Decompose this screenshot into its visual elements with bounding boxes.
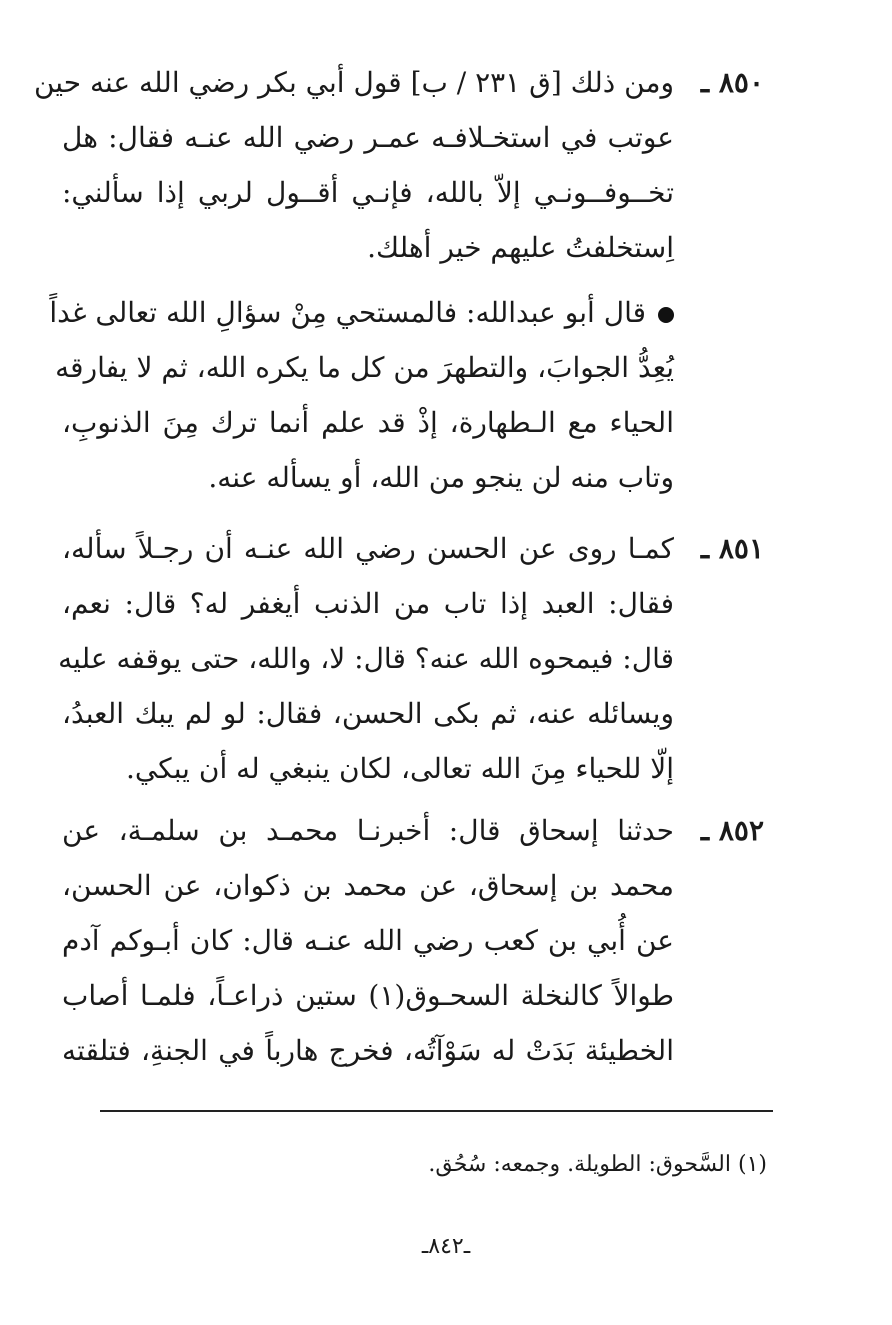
footnote: (١) السَّحوق: الطويلة. وجمعه: سُحُق. — [428, 1152, 767, 1177]
text-line: فقال: العبد إذا تاب من الذنب أيغفر له؟ قال: نعم، — [62, 587, 674, 620]
text-line: إلّا للحياء مِنَ الله تعالى، لكان ينبغي له أن يبكي. — [126, 752, 674, 785]
text-line: الخطيئة بَدَتْ له سَوْآتُه، فخرج هارباً في الجنةِ، فتلقته — [62, 1034, 674, 1067]
text-line: تخــوفــونـي إلاّ بالله، فإنـي أقــول لربي إذا سألني: — [62, 176, 674, 209]
entry-851-text — [58, 521, 674, 796]
text-line: ويسائله عنه، ثم بكى الحسن، فقال: لو لم يبك العبدُ، — [62, 697, 674, 730]
commentary-paragraph — [49, 285, 674, 505]
bullet-icon — [658, 307, 674, 323]
text-line — [49, 285, 674, 340]
entry-852-text — [62, 803, 674, 1078]
text-line: يُعِدُّ الجوابَ، والتطهرَ من كل ما يكره الله، ثم لا يفارقه — [55, 351, 674, 384]
text-line: عن أُبي بن كعب رضي الله عنـه قال: كان أبـوكم آدم — [62, 924, 674, 957]
entry-number: ٨٥٠ ـ — [700, 66, 764, 99]
text-line: وتاب منه لن ينجو من الله، أو يسأله عنه. — [208, 461, 674, 494]
text-line: قال: فيمحوه الله عنه؟ قال: لا، والله، حتى يوقفه عليه — [58, 642, 674, 675]
footnote-divider — [100, 1110, 773, 1112]
text-line: عوتب في استخـلافـه عمـر رضي الله عنـه فقال: هل — [62, 121, 674, 154]
entry-850-text — [33, 55, 674, 275]
text-line: الحياء مع الـطهارة، إذْ قد علم أنما ترك مِنَ الذنوبِ، — [62, 406, 674, 439]
text-line-content: قال أبو عبدالله: فالمستحي مِنْ سؤالِ الله تعالى غداً — [49, 296, 646, 329]
text-line: محمد بن إسحاق، عن محمد بن ذكوان، عن الحسن، — [62, 869, 674, 902]
text-line: ومن ذلك [ق ٢٣١ / ب] قول أبي بكر رضي الله عنه حين — [33, 66, 674, 99]
text-line: حدثنا إسحاق قال: أخبرنـا محمـد بن سلمـة، عن — [62, 814, 674, 847]
text-line: طوالاً كالنخلة السحـوق(١) ستين ذراعـاً، فلمـا أصاب — [62, 979, 674, 1012]
text-line: اِستخلفتُ عليهم خير أهلك. — [367, 231, 674, 264]
text-line: كمـا روى عن الحسن رضي الله عنـه أن رجـلاً سأله، — [62, 532, 674, 565]
entry-number: ٨٥١ ـ — [700, 532, 764, 565]
entry-number: ٨٥٢ ـ — [700, 814, 764, 847]
page-number: ـ٨٤٢ـ — [421, 1234, 471, 1259]
